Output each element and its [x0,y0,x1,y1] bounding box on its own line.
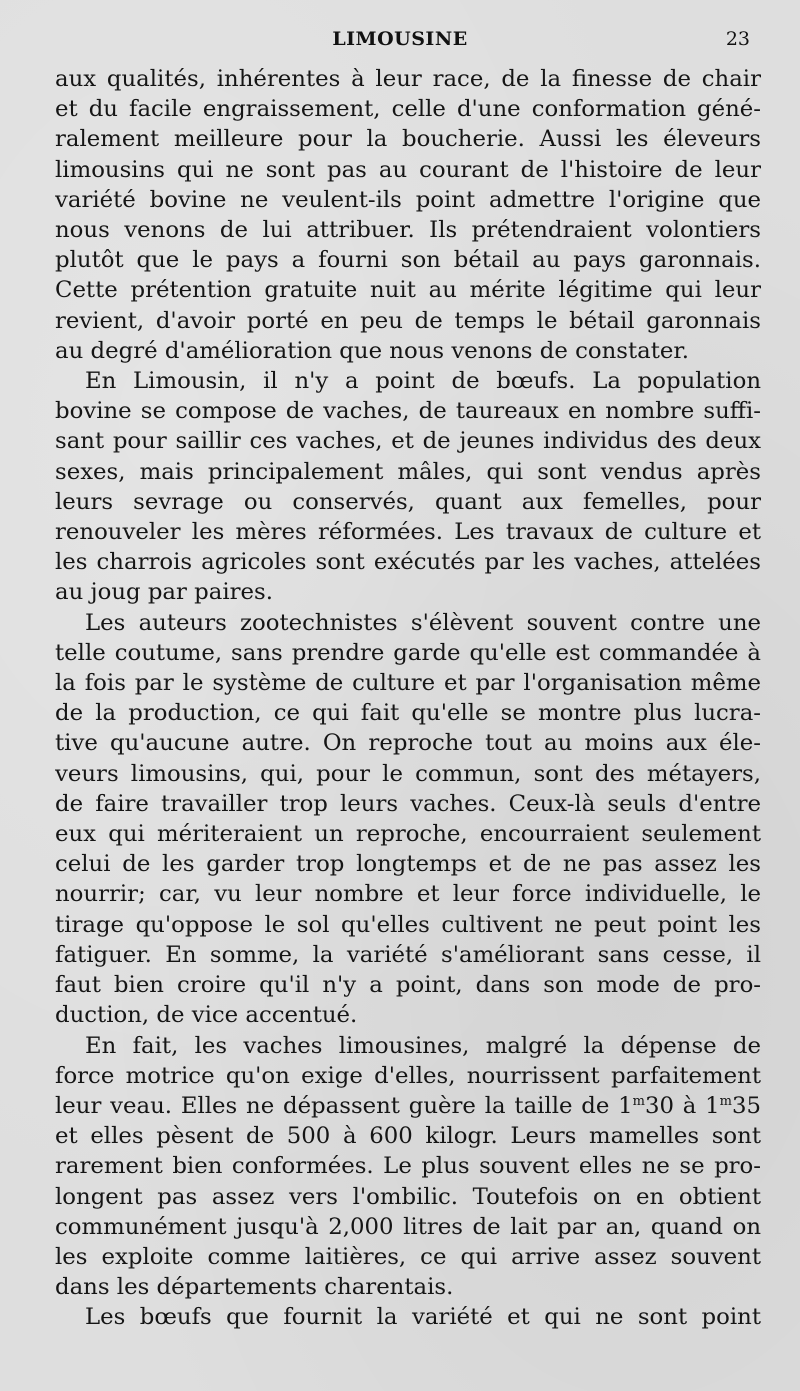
text-line: variété bovine ne veulent-ils point admettre l'origine que [55,186,761,213]
text-line: et elles pèsent de 500 à 600 kilogr. Leurs mamelles sont [55,1123,761,1150]
text-fragment: 30 à 1 [644,1092,720,1119]
text-line: limousins qui ne sont pas au courant de l'histoire de leur [55,156,761,183]
text-line: longent pas assez vers l'ombilic. Toutefois on en obtient [55,1183,761,1210]
text-line: nourrir; car, vu leur nombre et leur force individuelle, le [55,881,761,908]
body-text [55,64,761,1333]
text-line: aux qualités, inhérentes à leur race, de la finesse de chair [55,66,761,92]
text-line: nous venons de lui attribuer. Ils prétendraient volontiers [55,217,761,244]
text-fragment: 35 [731,1092,761,1119]
text-line: sexes, mais principalement mâles, qui sont vendus après [55,458,761,485]
text-line: fatiguer. En somme, la variété s'améliorant sans cesse, il [55,941,761,968]
text-line-with-measurements [55,1091,761,1121]
text-line: duction, de vice accentué. [55,1002,358,1029]
text-line: et du facile engraissement, celle d'une conformation géné- [55,96,761,123]
text-line: plutôt que le pays a fourni son bétail au pays garonnais. [55,247,761,274]
text-line: Les auteurs zootechnistes s'élèvent souvent contre une [85,609,761,636]
text-fragment: leur veau. Elles ne dépassent guère la taille de 1 [55,1092,633,1119]
text-line: Cette prétention gratuite nuit au mérite légitime qui leur [55,277,761,304]
text-line: de la production, ce qui fait qu'elle se montre plus lucra- [55,700,761,727]
text-line: telle coutume, sans prendre garde qu'elle est commandée à [55,639,761,666]
text-line: celui de les garder trop longtemps et de ne pas assez les [55,851,761,878]
text-line: au degré d'amélioration que nous venons de constater. [55,337,689,364]
text-line: faut bien croire qu'il n'y a point, dans son mode de pro- [55,972,761,999]
text-line: ralement meilleure pour la boucherie. Aussi les éleveurs [55,126,761,153]
text-line: veurs limousins, qui, pour le commun, sont des métayers, [55,760,761,787]
text-line: la fois par le système de culture et par l'organisation même [55,670,761,697]
running-title: LIMOUSINE [332,28,468,50]
text-line: En fait, les vaches limousines, malgré la dépense de [85,1032,761,1059]
text-line: tive qu'aucune autre. On reproche tout au moins aux éle- [55,730,761,757]
text-line: dans les départements charentais. [55,1274,454,1301]
text-line: rarement bien conformées. Le plus souvent elles ne se pro- [55,1153,761,1180]
metre-superscript: m [632,1093,645,1109]
text-line: les charrois agricoles sont exécutés par les vaches, attelées [55,549,761,576]
text-line: de faire travailler trop leurs vaches. Ceux-là seuls d'entre [55,790,761,817]
text-line: eux qui mériteraient un reproche, encourraient seulement [55,821,761,848]
text-line: communément jusqu'à 2,000 litres de lait par an, quand on [55,1213,761,1240]
text-line: sant pour saillir ces vaches, et de jeunes individus des deux [55,428,761,455]
text-line: tirage qu'oppose le sol qu'elles cultivent ne peut point les [55,911,761,938]
text-line: bovine se compose de vaches, de taureaux en nombre suffi- [55,398,761,425]
page-number: 23 [725,28,750,50]
text-line: En Limousin, il n'y a point de bœufs. La population [85,368,761,395]
text-line: Les bœufs que fournit la variété et qui ne sont point [85,1304,761,1331]
text-line: leurs sevrage ou conservés, quant aux femelles, pour [55,488,761,515]
text-line: les exploite comme laitières, ce qui arrive assez souvent [55,1243,761,1270]
text-line: au joug par paires. [55,579,273,606]
text-line: renouveler les mères réformées. Les travaux de culture et [55,519,761,546]
text-line: force motrice qu'on exige d'elles, nourrissent parfaitement [55,1062,761,1089]
page-header [0,28,800,58]
metre-superscript: m [719,1093,732,1109]
text-line: revient, d'avoir porté en peu de temps le bétail garonnais [55,307,761,334]
